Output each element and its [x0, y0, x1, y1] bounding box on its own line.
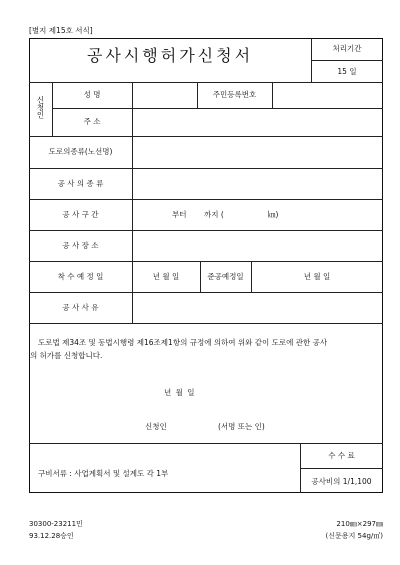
name-label: 성 명 [83, 90, 101, 99]
statement-line-2: 의 허가를 신청합니다. [30, 351, 103, 360]
resident-no-label: 주민등록번호 [212, 90, 257, 99]
work-section-start-field[interactable] [133, 200, 170, 229]
fee-col-line [300, 443, 301, 493]
road-type-field[interactable] [133, 137, 382, 167]
work-place-label: 공 사 장 소 [62, 241, 99, 250]
footer-approval: 93.12.28승인 [29, 532, 74, 540]
start-date-value[interactable]: 년 월 일 [152, 272, 180, 281]
completion-date-value[interactable]: 년 월 일 [303, 272, 331, 281]
footer-paper-size: 210㎜×297㎜ [336, 520, 383, 528]
address-field[interactable] [133, 109, 382, 135]
statement-line-1: 도로법 제34조 및 동법시행령 제16조제1항의 규정에 의하여 위와 같이 도로에 관한 공사 [38, 338, 328, 347]
attachments-note: 구비서류 : 사업계획서 및 설계도 각 1부 [38, 469, 169, 478]
fee-value: 공사비의 1/1,100 [311, 477, 372, 486]
row-line [29, 261, 383, 262]
row-line [29, 199, 383, 200]
completion-date-label: 준공예정일 [207, 272, 244, 281]
to-label: 까지 ( [204, 210, 224, 219]
address-label: 주 소 [83, 117, 101, 126]
km-label: ㎞) [268, 210, 279, 219]
work-type-field[interactable] [133, 169, 382, 198]
footer-code: 30300-23211민 [29, 520, 83, 528]
form-title: 공사시행허가신청서 [86, 46, 254, 65]
reason-label: 공 사 사 유 [62, 303, 99, 312]
applicant-label [35, 96, 46, 122]
fee-divider [300, 468, 383, 469]
applicant-sign-label: 신청인 [145, 422, 167, 431]
name-field[interactable] [133, 83, 196, 107]
row-line [29, 323, 383, 324]
row-line [29, 443, 383, 444]
resident-no-field[interactable] [273, 83, 382, 107]
form-id: [별지 제15호 서식] [29, 26, 93, 35]
processing-period-label: 처리기간 [332, 44, 362, 53]
road-type-label: 도로의종류(노선명) [48, 147, 113, 156]
date-line: 년 월 일 [164, 388, 196, 397]
footer-paper-type: (신문용지 54g/㎡) [325, 532, 383, 540]
work-place-field[interactable] [133, 231, 382, 260]
reason-field[interactable] [133, 293, 382, 322]
fee-label: 수 수 료 [328, 451, 355, 460]
applicant-label-text: 신청인 [36, 96, 45, 119]
work-type-label: 공 사 의 종 류 [57, 179, 104, 188]
period-divider [311, 60, 383, 61]
applicant-cell [29, 82, 52, 136]
from-label: 부터 [172, 210, 187, 219]
processing-period-value: 15 일 [337, 67, 357, 76]
signature-hint: (서명 또는 인) [218, 422, 265, 431]
work-section-label: 공 사 구 간 [62, 210, 99, 219]
start-date-label: 착 수 예 정 일 [57, 272, 104, 281]
